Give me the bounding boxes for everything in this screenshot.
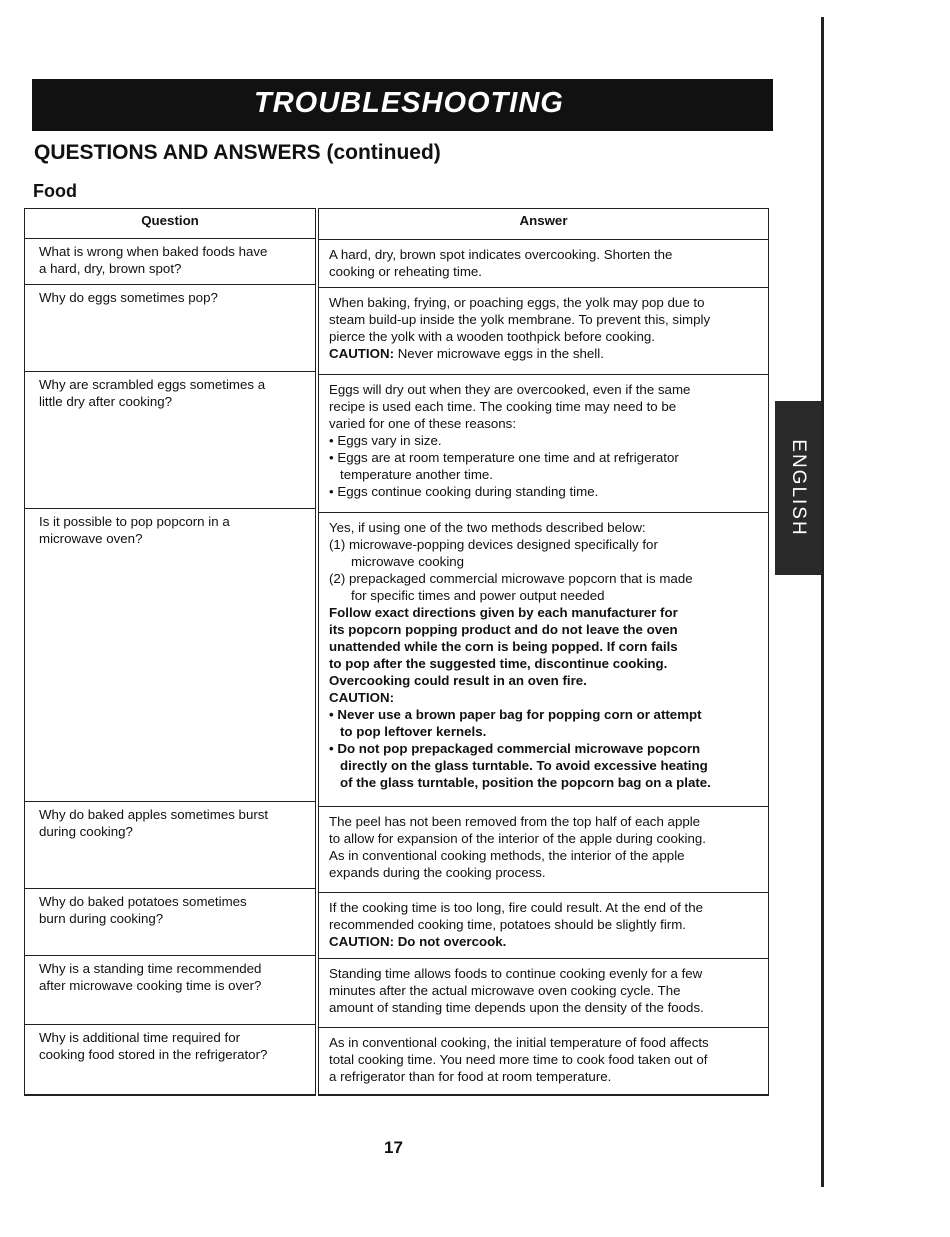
answer-line (329, 757, 760, 774)
answer-text: amount of standing time depends upon the density of the foods. (329, 1000, 704, 1015)
answer-text: Standing time allows foods to continue cooking evenly for a few (329, 966, 703, 981)
question-text: burn during cooking? (39, 911, 164, 926)
answer-column (318, 208, 769, 1096)
answer-line (329, 449, 760, 466)
answer-line (329, 345, 760, 362)
answer-line (329, 916, 760, 933)
answer-emphasis: Follow exact directions given by each manufacturer for (329, 605, 678, 620)
answer-line (329, 1034, 760, 1051)
question-cell (25, 888, 315, 955)
answer-line (329, 570, 760, 587)
question-text: Why do baked potatoes sometimes (39, 894, 247, 909)
answer-text: Eggs will dry out when they are overcooked, even if the same (329, 382, 691, 397)
answer-text: recipe is used each time. The cooking time may need to be (329, 399, 677, 414)
answer-text: minutes after the actual microwave oven cooking cycle. The (329, 983, 681, 998)
question-cell (25, 371, 315, 508)
answer-text: recommended cooking time, potatoes should be slightly firm. (329, 917, 686, 932)
answer-line (329, 655, 760, 672)
answer-text: expands during the cooking process. (329, 865, 546, 880)
troubleshooting-banner (32, 79, 773, 131)
answer-line (329, 246, 760, 263)
answer-text: As in conventional cooking methods, the interior of the apple (329, 848, 685, 863)
answer-line (329, 864, 760, 881)
subsection-title: Food (33, 181, 77, 201)
answer-emphasis: • Never use a brown paper bag for popping corn or attempt (329, 707, 702, 722)
page-number: 17 (384, 1138, 403, 1157)
answer-line (329, 398, 760, 415)
answer-text: steam build-up inside the yolk membrane. To prevent this, simply (329, 312, 711, 327)
answer-cell (319, 1027, 768, 1097)
answer-cell (319, 958, 768, 1027)
answer-line (329, 415, 760, 432)
answer-text: Yes, if using one of the two methods described below: (329, 520, 646, 535)
answer-text: temperature another time. (340, 467, 493, 482)
answer-line (329, 483, 760, 500)
answer-line (329, 466, 760, 483)
answer-emphasis: • Do not pop prepackaged commercial microwave popcorn (329, 741, 701, 756)
answer-emphasis: to pop after the suggested time, discontinue cooking. (329, 656, 668, 671)
answer-line (329, 965, 760, 982)
answer-emphasis: directly on the glass turntable. To avoid excessive heating (340, 758, 708, 773)
page-edge-rule (821, 17, 824, 1187)
answer-line (329, 813, 760, 830)
answer-emphasis: Overcooking could result in an oven fire. (329, 673, 587, 688)
question-text: Why are scrambled eggs sometimes a (39, 377, 266, 392)
question-column (24, 208, 316, 1096)
question-cell (25, 1024, 315, 1097)
answer-line (329, 830, 760, 847)
question-text: microwave oven? (39, 531, 143, 546)
answer-line (329, 381, 760, 398)
answer-header: Answer (519, 213, 568, 228)
question-text: after microwave cooking time is over? (39, 978, 262, 993)
answer-line (329, 723, 760, 740)
answer-line (329, 933, 760, 950)
question-text: Why is a standing time recommended (39, 961, 262, 976)
answer-line (329, 847, 760, 864)
answer-line (329, 263, 760, 280)
answer-line (329, 587, 760, 604)
answer-emphasis: CAUTION: (329, 690, 394, 705)
section-title: QUESTIONS AND ANSWERS (continued) (34, 141, 441, 164)
answer-text: The peel has not been removed from the top half of each apple (329, 814, 701, 829)
answer-line (329, 672, 760, 689)
question-text: during cooking? (39, 824, 133, 839)
answer-line (329, 1051, 760, 1068)
question-header: Question (141, 213, 199, 228)
answer-text: (2) prepackaged commercial microwave popcorn that is made (329, 571, 693, 586)
answer-text: cooking or reheating time. (329, 264, 482, 279)
answer-line (329, 689, 760, 706)
answer-line (329, 638, 760, 655)
question-text: little dry after cooking? (39, 394, 173, 409)
answer-line (329, 604, 760, 621)
answer-cell (319, 806, 768, 892)
answer-cell (319, 512, 768, 806)
answer-line (329, 774, 760, 791)
answer-line (329, 1068, 760, 1085)
answer-line (329, 982, 760, 999)
answer-line (329, 311, 760, 328)
question-text: a hard, dry, brown spot? (39, 261, 182, 276)
answer-emphasis: its popcorn popping product and do not leave the oven (329, 622, 678, 637)
answer-text: • Eggs continue cooking during standing time. (329, 484, 599, 499)
answer-line (329, 432, 760, 449)
answer-text: microwave cooking (351, 554, 465, 569)
answer-line (329, 328, 760, 345)
answer-line (329, 899, 760, 916)
question-text: Why do baked apples sometimes burst (39, 807, 269, 822)
answer-text: • Eggs are at room temperature one time and at refrigerator (329, 450, 679, 465)
answer-line (329, 706, 760, 723)
answer-text: When baking, frying, or poaching eggs, the yolk may pop due to (329, 295, 705, 310)
answer-line (329, 553, 760, 570)
answer-line (329, 740, 760, 757)
answer-line (329, 294, 760, 311)
answer-text: • Eggs vary in size. (329, 433, 442, 448)
answer-text: varied for one of these reasons: (329, 416, 517, 431)
question-cell (25, 955, 315, 1024)
question-cell (25, 508, 315, 801)
answer-line (329, 536, 760, 553)
answer-text: for specific times and power output needed (351, 588, 605, 603)
answer-text: total cooking time. You need more time to cook food taken out of (329, 1052, 708, 1067)
language-tab-label: ENGLISH (788, 439, 809, 537)
question-text: What is wrong when baked foods have (39, 244, 268, 259)
answer-emphasis: unattended while the corn is being popped. If corn fails (329, 639, 678, 654)
answer-emphasis: to pop leftover kernels. (340, 724, 487, 739)
answer-text: a refrigerator than for food at room temperature. (329, 1069, 612, 1084)
answer-cell (319, 287, 768, 374)
question-cell (25, 238, 315, 284)
answer-text: As in conventional cooking, the initial temperature of food affects (329, 1035, 709, 1050)
question-cell (25, 284, 315, 371)
answer-line (329, 519, 760, 536)
answer-text: pierce the yolk with a wooden toothpick before cooking. (329, 329, 655, 344)
language-tab (775, 401, 821, 575)
question-text: cooking food stored in the refrigerator? (39, 1047, 268, 1062)
answer-text: to allow for expansion of the interior of the apple during cooking. (329, 831, 706, 846)
banner-title: TROUBLESHOOTING (254, 87, 564, 119)
qa-table (24, 208, 769, 1096)
answer-cell (319, 892, 768, 958)
question-cell (25, 801, 315, 888)
answer-emphasis: CAUTION: (329, 346, 394, 361)
question-text: Is it possible to pop popcorn in a (39, 514, 230, 529)
question-text: Why do eggs sometimes pop? (39, 290, 218, 305)
answer-cell (319, 374, 768, 512)
answer-text: If the cooking time is too long, fire could result. At the end of the (329, 900, 704, 915)
answer-text: Never microwave eggs in the shell. (394, 346, 604, 361)
answer-cell (319, 239, 768, 287)
answer-line (329, 999, 760, 1016)
answer-line (329, 621, 760, 638)
answer-text: A hard, dry, brown spot indicates overcooking. Shorten the (329, 247, 673, 262)
answer-text: (1) microwave-popping devices designed specifically for (329, 537, 658, 552)
answer-emphasis: CAUTION: Do not overcook. (329, 934, 507, 949)
question-text: Why is additional time required for (39, 1030, 241, 1045)
answer-emphasis: of the glass turntable, position the popcorn bag on a plate. (340, 775, 711, 790)
